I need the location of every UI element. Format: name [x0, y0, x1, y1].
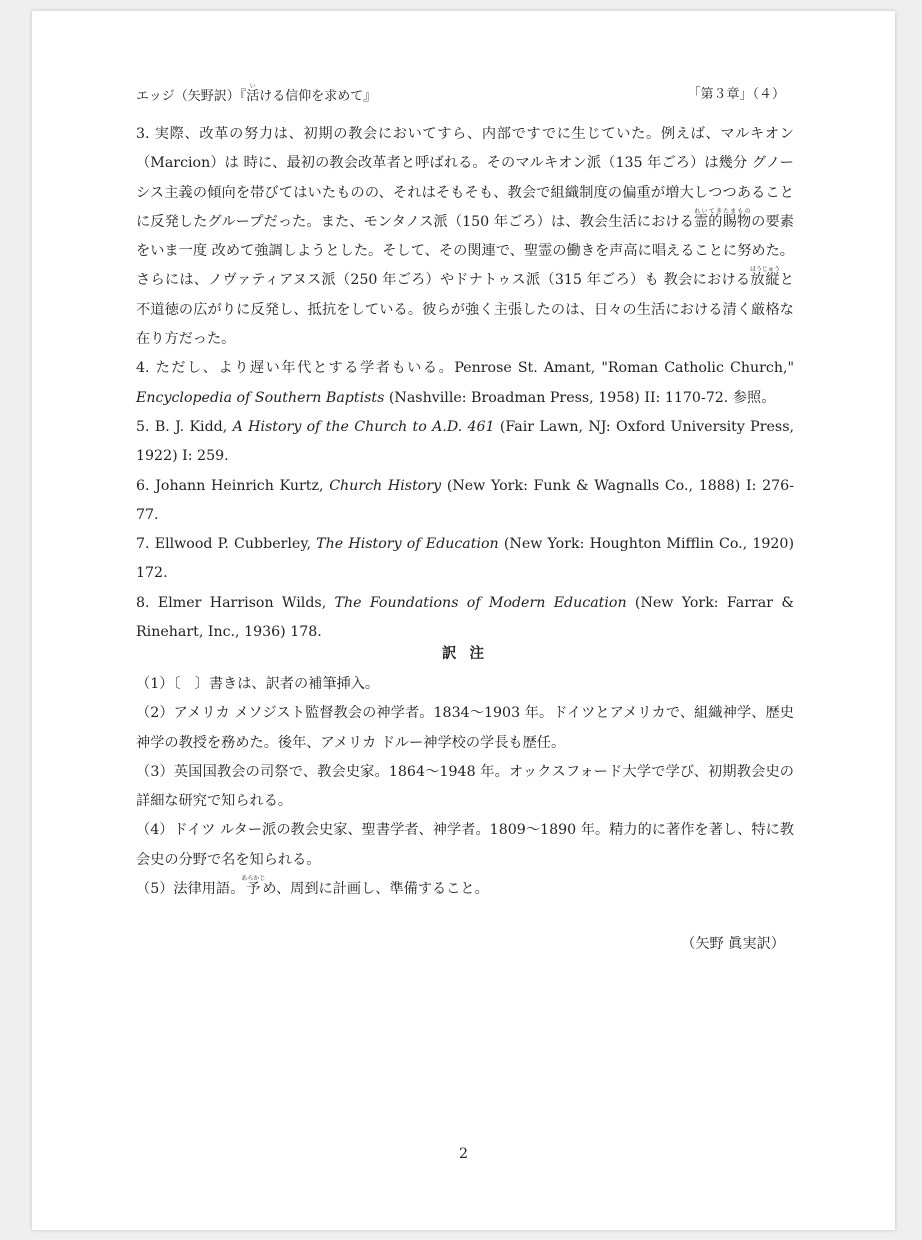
endnote-7-text-a: 7. Ellwood P. Cubberley, — [136, 536, 317, 553]
ruby-reiteki-text: れいてき — [693, 207, 723, 215]
endnote-4-book-title: Encyclopedia of Southern Baptists — [136, 389, 385, 406]
ruby-reiteki — [693, 207, 723, 230]
endnote-4 — [136, 354, 794, 413]
endnote-5-text-a: 5. B. J. Kidd, — [136, 418, 233, 435]
translator-note-3: （3）英国国教会の司祭で、教会史家。1864～1948 年。オックスフォード大学で学び、初期教会史の詳細な研究で知られる。 — [136, 763, 794, 810]
ruby-arakaji-text: あらかじ — [241, 875, 266, 883]
endnote-5-book-title: A History of the Church to A.D. 461 — [232, 418, 495, 435]
ruby-tamamono — [722, 207, 752, 230]
ruby-houjuu-text: ほうじゅう — [749, 266, 780, 274]
document-page — [32, 11, 895, 1230]
endnote-8-book-title: The Foundations of Modern Education — [334, 594, 627, 611]
endnote-6-book-title: Church History — [329, 477, 442, 494]
ruby-arakaji-base: 予 — [241, 881, 266, 898]
header-ruby — [246, 83, 260, 104]
ruby-houjuu-base: 放縦 — [749, 272, 780, 289]
ruby-arakaji — [241, 875, 266, 898]
translator-note-2: （2）アメリカ メソジスト監督教会の神学者。1834～1903 年。ドイツとアメリカで、組織神学、歴史神学の教授を務めた。後年、アメリカ ドルー神学校の学長も歴任。 — [136, 705, 794, 751]
endnote-5 — [136, 413, 794, 472]
endnote-5-text-b: (Fair Lawn, NJ: Oxford University Press, 1922) I: 259. — [136, 418, 794, 465]
endnote-3 — [136, 120, 794, 354]
page-header — [136, 83, 785, 105]
endnote-3-text-b: の要素をいま一度 改めて強調しようとした。そして、その関連で、聖霊の働きを声高に唱えることに努めた。さらには、ノヴァティアヌス派（250 年ごろ）やドナトゥス派（315 年ごろ）も 教会における — [136, 213, 794, 289]
header-ruby-text: い — [246, 83, 260, 90]
ruby-reiteki-base: 霊的 — [693, 213, 723, 230]
translator-note-4: （4）ドイツ ルター派の教会史家、聖書学者、神学者。1809～1890 年。精力的に著作を著し、特に教会史の分野で名を知られる。 — [136, 822, 794, 868]
endnote-6-text-b: (New York: Funk & Wagnalls Co., 1888) I: 276-77. — [136, 477, 794, 523]
header-title-prefix: エッジ（矢野訳）『 — [136, 89, 247, 104]
endnote-7-book-title: The History of Education — [316, 536, 499, 553]
endnote-6 — [136, 472, 794, 531]
endnote-8-text-a: 8. Elmer Harrison Wilds, — [136, 594, 335, 611]
ruby-tamamono-text: たまもの — [722, 207, 752, 215]
ruby-tamamono-base: 賜物 — [722, 213, 752, 230]
endnote-4-text-b: (Nashville: Broadman Press, 1958) II: 1170-72. 参照。 — [384, 389, 776, 406]
endnote-6-text-a: 6. Johann Heinrich Kurtz, — [136, 477, 330, 494]
endnote-7 — [136, 530, 794, 589]
header-ruby-base: 活 — [246, 89, 260, 104]
header-title — [136, 83, 376, 104]
translator-note-5 — [136, 875, 794, 904]
endnote-3-text-c: と不道徳の広がりに反発し、抵抗をしている。彼らが強く主張したのは、日々の生活における清く厳格な在り方だった。 — [136, 272, 794, 348]
translator-note-5-text-b: め、周到に計画し、準備すること。 — [262, 881, 489, 898]
translator-note-1: （1）〔 〕書きは、訳者の補筆挿入。 — [136, 676, 380, 692]
page-number: 2 — [458, 1146, 469, 1162]
translator-notes-heading: 訳 注 — [441, 645, 489, 662]
header-title-suffix: ける信仰を求めて』 — [259, 89, 377, 104]
endnote-3-text-a: 3. 実際、改革の努力は、初期の教会においてすら、内部ですでに生じていた。例えば、マルキオン（Marcion）は 時に、最初の教会改革者と呼ばれる。そのマルキオン派（135 年ごろ）は幾分 グノーシス主義の傾向を帯びてはいたものの、それはそもそも、教会で組織制度の偏重が増大しつつあることに反発したグループだった。また、モンタノス派（150 年ごろ）は、教会生活における — [136, 126, 794, 230]
endnote-8 — [136, 589, 794, 648]
endnote-8-text-b: (New York: Farrar & Rinehart, Inc., 1936) 178. — [136, 594, 794, 641]
translator-notes — [136, 670, 794, 904]
translator-credit: （矢野 眞実訳） — [681, 936, 785, 952]
endnote-7-text-b: (New York: Houghton Mifflin Co., 1920) 172. — [136, 536, 794, 582]
endnote-4-text-a: 4. ただし、より遅い年代とする学者もいる。Penrose St. Amant, "Roman Catholic Church," — [136, 360, 794, 377]
translator-note-5-text-a: （5）法律用語。 — [136, 881, 245, 898]
ruby-houjuu — [749, 266, 780, 289]
header-chapter: 「第３章」（４） — [687, 87, 785, 102]
endnotes — [136, 120, 794, 647]
